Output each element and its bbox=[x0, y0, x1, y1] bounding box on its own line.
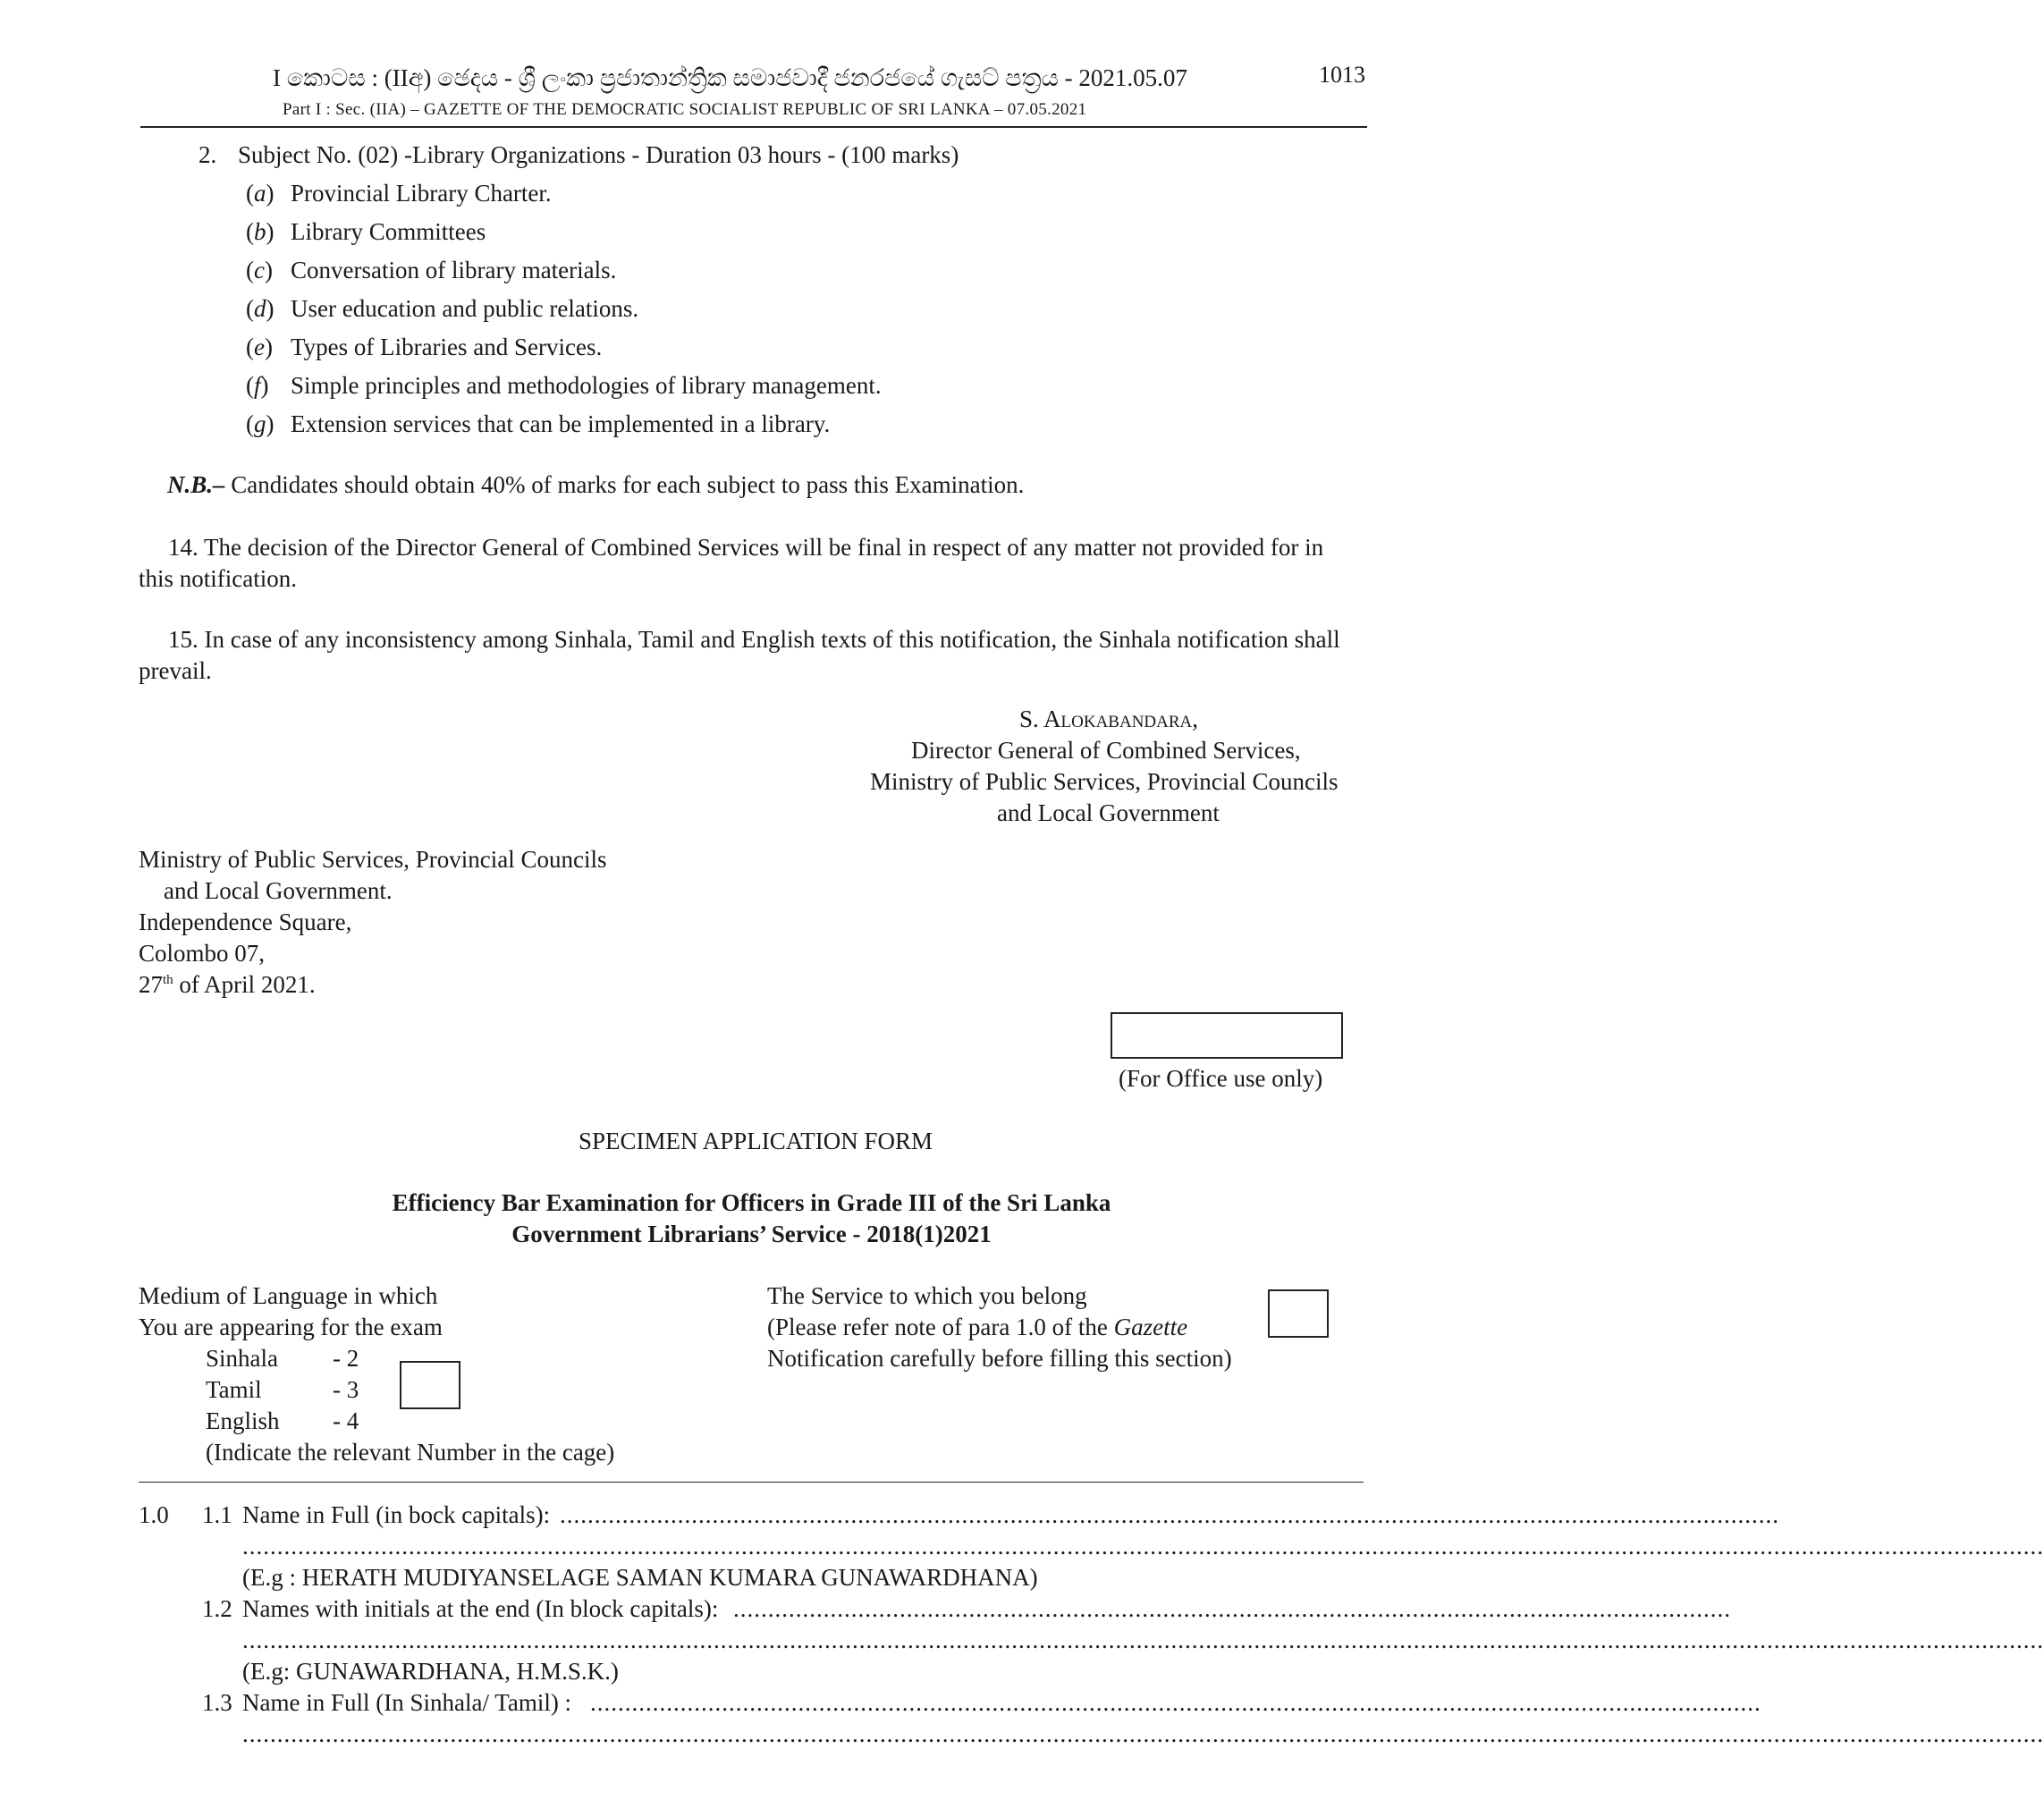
form-title-line1: Efficiency Bar Examination for Officers in Grade III of the Sri Lanka bbox=[392, 1189, 1111, 1216]
field-1-1-input-line1[interactable]: ................................................................................................................................................................................ bbox=[560, 1501, 1779, 1528]
address-line3: Independence Square, bbox=[139, 908, 352, 935]
list-item: (c) bbox=[246, 257, 273, 283]
field-1-3-number: 1.3 bbox=[202, 1689, 232, 1716]
nb-note bbox=[167, 469, 1024, 500]
field-1-2-input-line1[interactable]: ................................................................................................................................................ bbox=[733, 1595, 1731, 1622]
list-item-text: Provincial Library Charter. bbox=[291, 180, 552, 207]
address-date: 27th of April 2021. bbox=[139, 971, 316, 998]
medium-option-english: English bbox=[206, 1407, 280, 1434]
subject-number: 2. bbox=[198, 141, 217, 168]
header-rule bbox=[140, 126, 1367, 128]
signature-title: Director General of Combined Services, bbox=[911, 737, 1301, 764]
list-item-text: Extension services that can be implemented in a library. bbox=[291, 410, 831, 437]
medium-line1: Medium of Language in which bbox=[139, 1282, 438, 1309]
nb-label: N.B.– bbox=[167, 471, 225, 498]
list-item: (d) bbox=[246, 295, 275, 322]
signature-ministry-line1: Ministry of Public Services, Provincial Councils bbox=[870, 768, 1339, 795]
list-item-text: Library Committees bbox=[291, 218, 486, 245]
field-1-1-number: 1.1 bbox=[202, 1501, 232, 1528]
address-line2: and Local Government. bbox=[164, 877, 393, 904]
list-item-text: Types of Libraries and Services. bbox=[291, 334, 603, 360]
service-cage-box[interactable] bbox=[1268, 1289, 1329, 1338]
field-1-2-example: (E.g: GUNAWARDHANA, H.M.S.K.) bbox=[242, 1658, 619, 1685]
list-item: (f) bbox=[246, 372, 269, 399]
list-item-text: User education and public relations. bbox=[291, 295, 639, 322]
form-divider bbox=[139, 1482, 1364, 1483]
field-1-3-input-line2[interactable]: .................................................................................................................................................................................................................................................................... bbox=[242, 1720, 2044, 1747]
signature-name: S. Alokabandara, bbox=[1019, 706, 1198, 732]
field-1-3-input-line1[interactable]: ......................................................................................................................................................................... bbox=[590, 1689, 1761, 1716]
medium-option-sinhala-code: - 2 bbox=[333, 1345, 359, 1372]
medium-note: (Indicate the relevant Number in the cage) bbox=[206, 1439, 615, 1466]
para-14-line1: 14. The decision of the Director General of Combined Services will be final in respect of any matter not provided for in bbox=[168, 534, 1324, 561]
address-line1: Ministry of Public Services, Provincial Councils bbox=[139, 846, 607, 873]
service-line2: (Please refer note of para 1.0 of the Gazette bbox=[767, 1314, 1188, 1340]
office-use-label: (For Office use only) bbox=[1119, 1065, 1323, 1092]
subject-title: Subject No. (02) -Library Organizations - Duration 03 hours - (100 marks) bbox=[238, 141, 959, 168]
header-english-line: Part I : Sec. (IIA) – GAZETTE OF THE DEMOCRATIC SOCIALIST REPUBLIC OF SRI LANKA – 07.05.2021 bbox=[283, 100, 1087, 119]
medium-option-english-code: - 4 bbox=[333, 1407, 359, 1434]
header-sinhala-line: I කොටස : (IIඅ) ඡෙදය - ශ්‍රී ලංකා ප්‍රජාතාන්ත්‍රික සමාජවාදී ජනරජයේ ගැසට් පත්‍රය - 2021.05.07 bbox=[273, 64, 1187, 91]
field-1-2-input-line2[interactable]: .................................................................................................................................................................................................................................................................... bbox=[242, 1627, 2044, 1653]
list-item: (e) bbox=[246, 334, 273, 360]
para-14-line2: this notification. bbox=[139, 565, 297, 592]
medium-line2: You are appearing for the exam bbox=[139, 1314, 443, 1340]
medium-option-sinhala: Sinhala bbox=[206, 1345, 278, 1372]
medium-cage-box[interactable] bbox=[400, 1361, 460, 1409]
page-number: 1013 bbox=[1319, 62, 1365, 88]
office-use-box[interactable] bbox=[1111, 1012, 1343, 1059]
list-item: (b) bbox=[246, 218, 275, 245]
list-item: (g) bbox=[246, 410, 275, 437]
signature-ministry-line2: and Local Government bbox=[997, 799, 1220, 826]
field-1-1-example: (E.g : HERATH MUDIYANSELAGE SAMAN KUMARA GUNAWARDHANA) bbox=[242, 1564, 1038, 1591]
field-1-1-label: Name in Full (in bock capitals): bbox=[242, 1501, 551, 1528]
service-line1: The Service to which you belong bbox=[767, 1282, 1087, 1309]
form-heading: SPECIMEN APPLICATION FORM bbox=[578, 1128, 933, 1154]
list-item-text: Conversation of library materials. bbox=[291, 257, 617, 283]
field-1-3-label: Name in Full (In Sinhala/ Tamil) : bbox=[242, 1689, 572, 1716]
para-15-line1: 15. In case of any inconsistency among Sinhala, Tamil and English texts of this notification, the Sinhala notification shall bbox=[168, 626, 1340, 653]
medium-option-tamil-code: - 3 bbox=[333, 1376, 359, 1403]
list-item: (a) bbox=[246, 180, 275, 207]
form-title-line2: Government Librarians’ Service - 2018(1)2021 bbox=[511, 1221, 992, 1247]
list-item-text: Simple principles and methodologies of library management. bbox=[291, 372, 882, 399]
medium-option-tamil: Tamil bbox=[206, 1376, 262, 1403]
para-15-line2: prevail. bbox=[139, 657, 212, 684]
service-line3: Notification carefully before filling this section) bbox=[767, 1345, 1232, 1372]
section-number: 1.0 bbox=[139, 1501, 169, 1528]
field-1-2-number: 1.2 bbox=[202, 1595, 232, 1622]
address-line4: Colombo 07, bbox=[139, 940, 266, 967]
field-1-1-input-line2[interactable]: .................................................................................................................................................................................................................................................................... bbox=[242, 1533, 2044, 1559]
field-1-2-label: Names with initials at the end (In block capitals): bbox=[242, 1595, 719, 1622]
nb-text: Candidates should obtain 40% of marks for each subject to pass this Examination. bbox=[224, 471, 1025, 498]
